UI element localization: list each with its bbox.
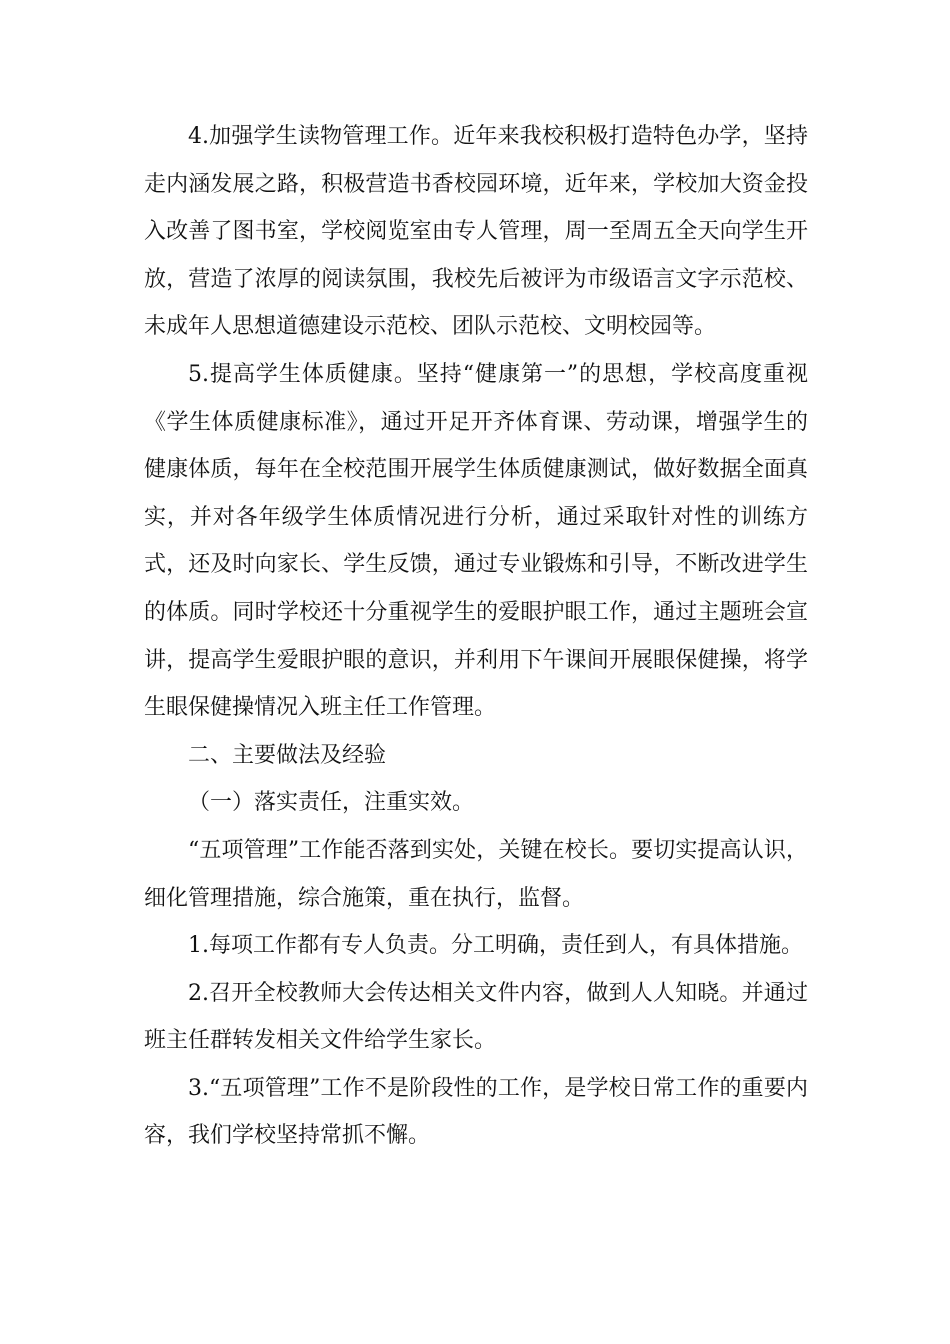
- subsection-heading-responsibility: （一）落实责任，注重实效。: [188, 790, 475, 816]
- paragraph-item-3: 3.“五项管理”工作不是阶段性的工作，是学校日常工作的重要内容，我们学校坚持常抓不懈。: [144, 1075, 808, 1149]
- section-heading-main-practices: 二、主要做法及经验: [188, 742, 387, 768]
- paragraph-item-2: 2.召开全校教师大会传达相关文件内容，做到人人知晓。并通过班主任群转发相关文件给学生家长。: [144, 980, 808, 1054]
- paragraph-physical-health: 5.提高学生体质健康。坚持“健康第一”的思想，学校高度重视《学生体质健康标准》，通过开足开齐体育课、劳动课，增强学生的健康体质，每年在全校范围开展学生体质健康测试，做好数据全面真实，并对各年级学生体质情况进行分析，通过采取针对性的训练方式，还及时向家长、学生反馈，通过专业锻炼和引导，不断改进学生的体质。同时学校还十分重视学生的爱眼护眼工作，通过主题班会宣讲，提高学生爱眼护眼的意识，并利用下午课间开展眼保健操，将学生眼保健操情况入班主任工作管理。: [144, 361, 808, 721]
- paragraph-five-management-principal: “五项管理”工作能否落到实处，关键在校长。要切实提高认识，细化管理措施，综合施策，重在执行，监督。: [144, 837, 808, 911]
- document-body: [144, 113, 808, 1160]
- paragraph-item-1: 1.每项工作都有专人负责。分工明确，责任到人，有具体措施。: [188, 933, 803, 959]
- paragraph-reading-management: 4.加强学生读物管理工作。近年来我校积极打造特色办学，坚持走内涵发展之路，积极营造书香校园环境，近年来，学校加大资金投入改善了图书室，学校阅览室由专人管理，周一至周五全天向学生开放，营造了浓厚的阅读氛围，我校先后被评为市级语言文字示范校、未成年人思想道德建设示范校、团队示范校、文明校园等。: [144, 124, 808, 340]
